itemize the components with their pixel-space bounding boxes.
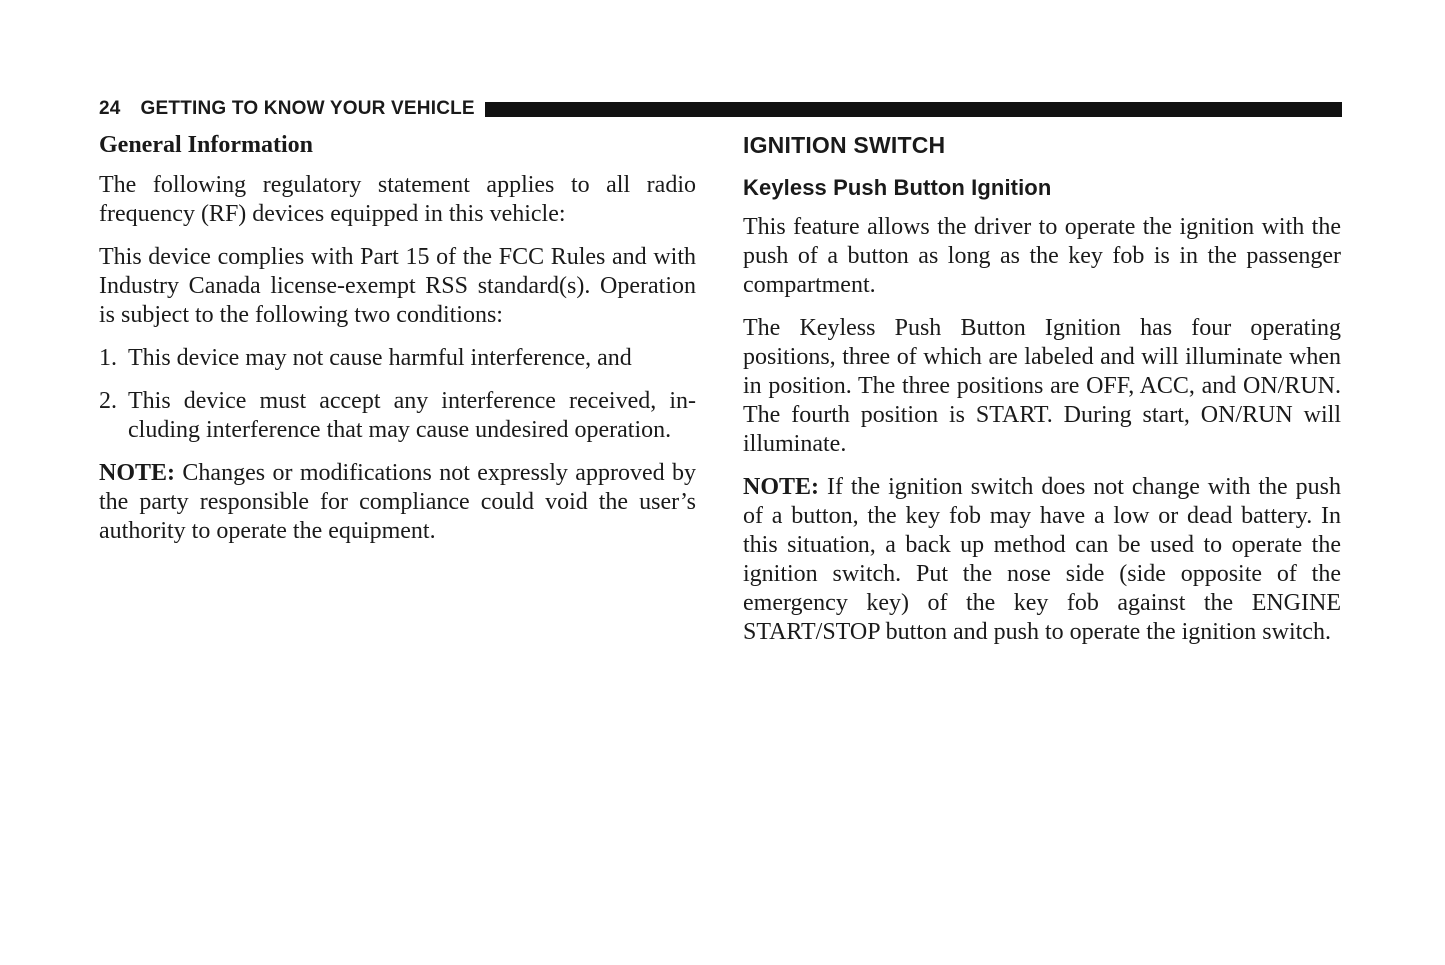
left-column (99, 128, 696, 560)
note-text: Changes or modifications not expressly approved by the party responsible for compliance could void the user’s authority to operate the equipment. (99, 460, 696, 544)
keyless-push-button-subheading: Keyless Push Button Ignition (743, 175, 1052, 200)
note-label: NOTE: (99, 460, 176, 486)
list-item-number: 2. (99, 388, 117, 414)
list-item (99, 344, 696, 373)
list-item-text: This device may not cause harmful interference, and (128, 345, 632, 371)
operating-positions-paragraph: The Keyless Push Button Ignition has four operating positions, three of which are labeled and will illuminate when in position. The three positions are OFF, ACC, and ON/RUN. The fourth position is START. During start, ON/RUN will illuminate. (743, 315, 1341, 457)
list-item (99, 387, 696, 445)
right-column (743, 128, 1341, 661)
general-information-heading: General Information (99, 132, 313, 158)
fcc-compliance-paragraph: This device complies with Part 15 of the FCC Rules and with Industry Canada license-exempt RSS standard(s). Operation is subject to the following two conditions: (99, 244, 696, 328)
section-title: GETTING TO KNOW YOUR VEHICLE (140, 98, 475, 119)
left-note-paragraph (99, 459, 696, 546)
list-item-text: This device must accept any interference received, including interference that may cause undesired operation. (128, 388, 696, 443)
ignition-switch-heading: IGNITION SWITCH (743, 132, 946, 158)
feature-description-paragraph: This feature allows the driver to operate the ignition with the push of a button as long as the key fob is in the passenger compartment. (743, 214, 1341, 298)
header-rule (485, 102, 1342, 117)
regulatory-intro-paragraph: The following regulatory statement applies to all radio frequency (RF) devices equipped in this vehicle: (99, 172, 696, 227)
note-text: If the ignition switch does not change with the push of a button, the key fob may have a low or dead battery. In this situation, a back up method can be used to operate the ignition switch. Put the nose side (side opposite of the emergency key) of the key fob against the ENGINE START/STOP button and push to operate the ignition switch. (743, 474, 1341, 645)
right-note-paragraph (743, 473, 1341, 647)
page-number: 24 (99, 98, 121, 119)
conditions-list (99, 344, 696, 445)
note-label: NOTE: (743, 474, 820, 500)
list-item-number: 1. (99, 345, 117, 371)
page-header (99, 97, 1342, 121)
